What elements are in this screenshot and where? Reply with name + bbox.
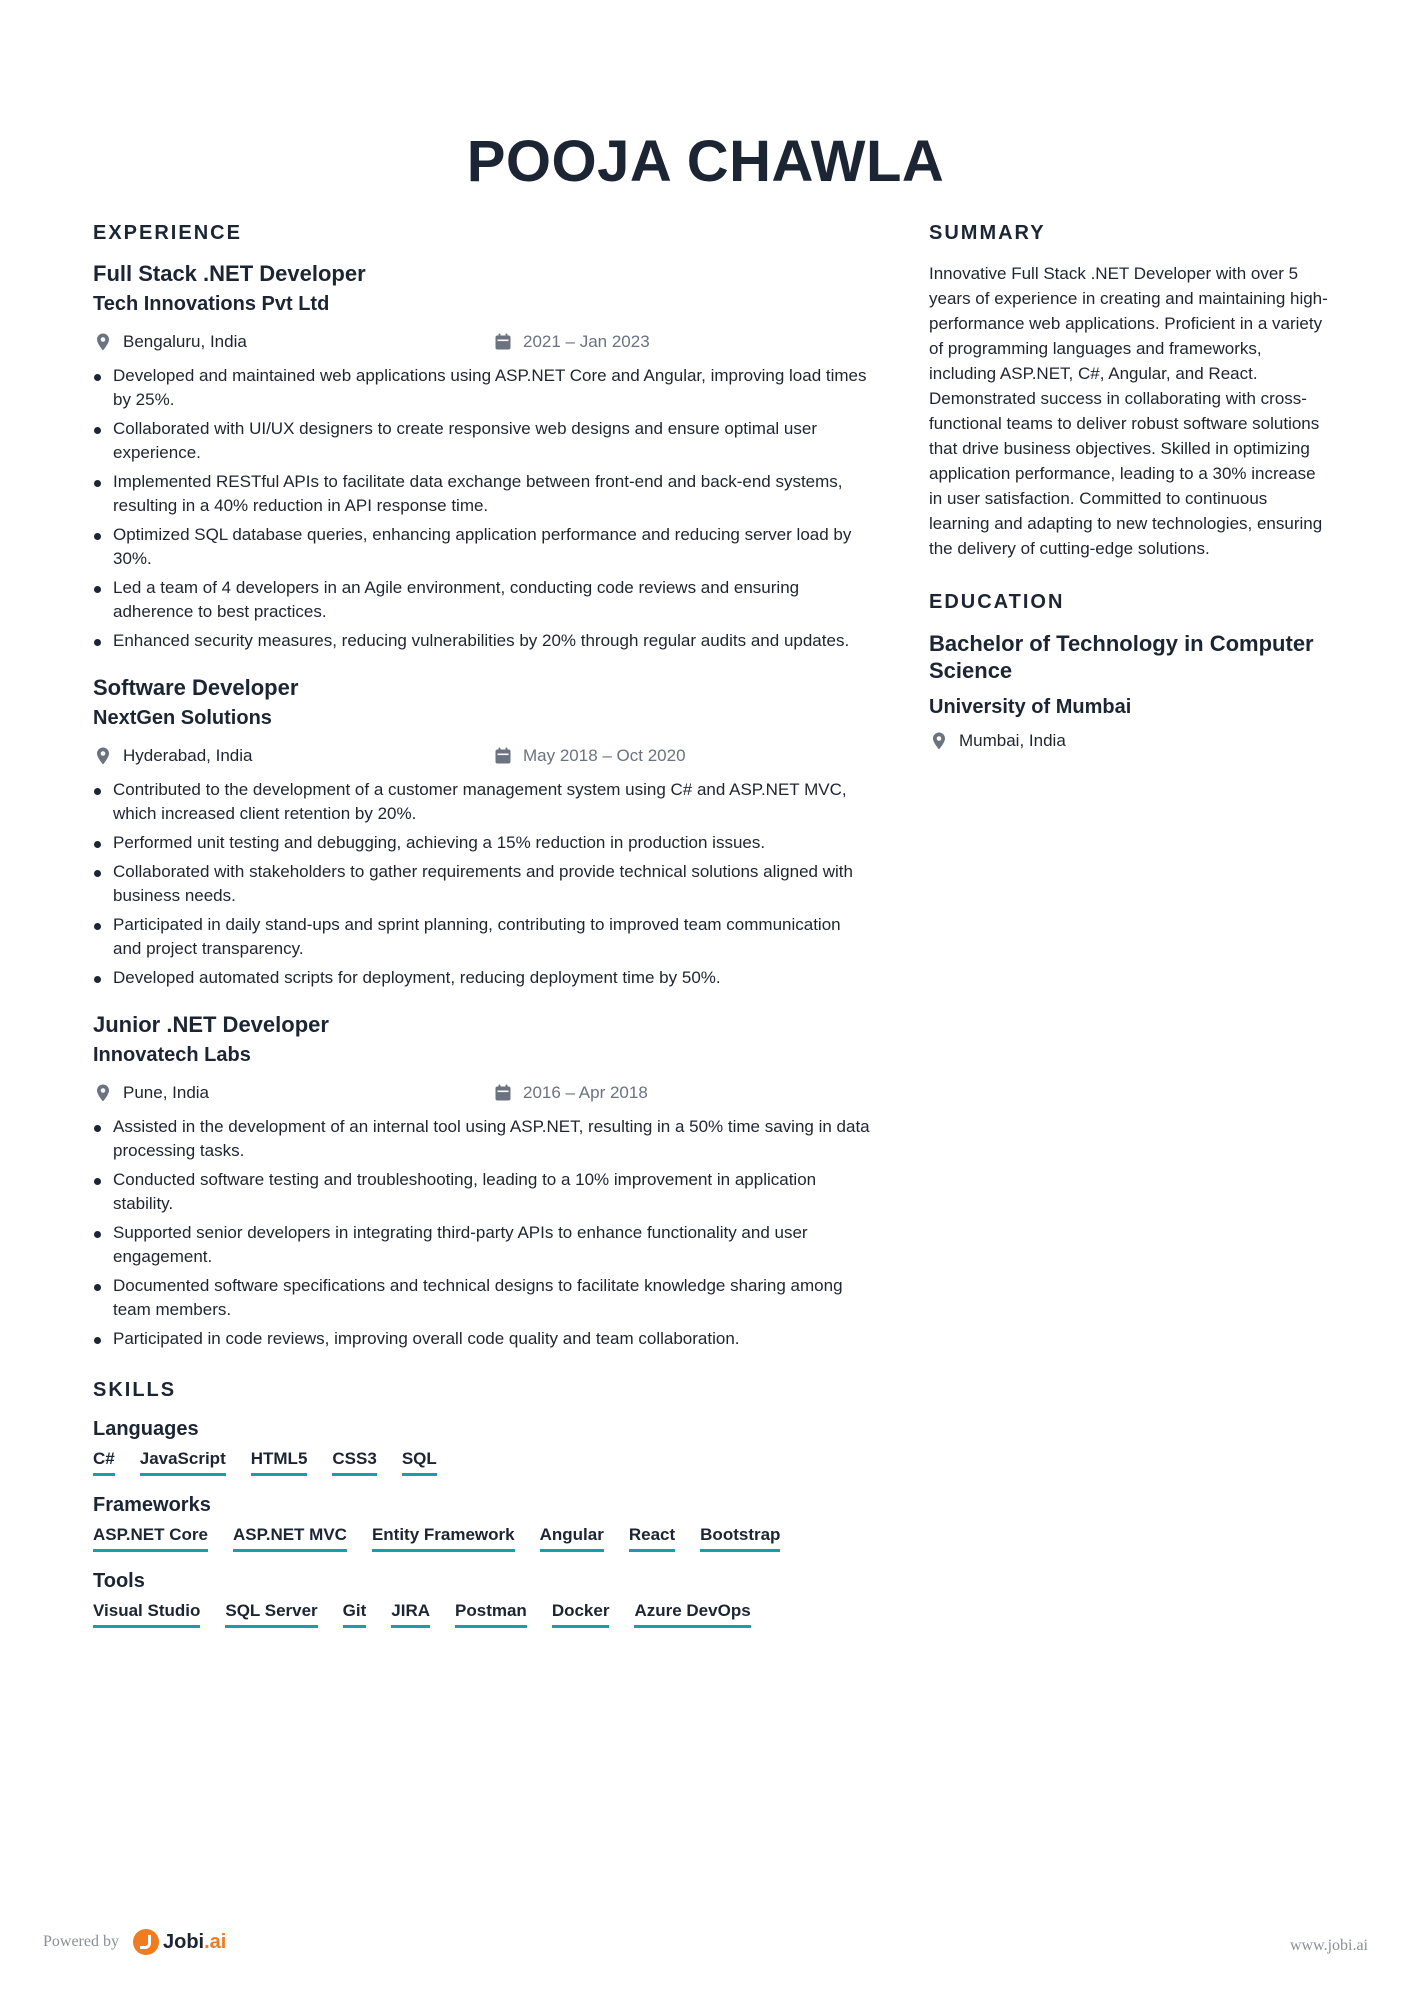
skill-chips bbox=[93, 1601, 873, 1628]
bullet-item: Contributed to the development of a customer management system using C# and ASP.NET MVC, which increased client retention by 20%. bbox=[93, 778, 873, 826]
bullet-item: Developed automated scripts for deployment, reducing deployment time by 50%. bbox=[93, 966, 873, 990]
right-column bbox=[929, 222, 1329, 751]
skill-chips bbox=[93, 1525, 873, 1552]
map-pin-icon bbox=[93, 1083, 113, 1103]
skill-chip: SQL Server bbox=[225, 1601, 317, 1628]
job-bullets bbox=[93, 778, 873, 990]
job-dates bbox=[493, 1083, 648, 1103]
logo-suffix: .ai bbox=[204, 1930, 227, 1953]
skill-chip: CSS3 bbox=[332, 1449, 376, 1476]
education-heading: EDUCATION bbox=[929, 591, 1065, 613]
skill-groups bbox=[93, 1418, 873, 1628]
skill-chip: Visual Studio bbox=[93, 1601, 200, 1628]
skill-chip: JIRA bbox=[391, 1601, 430, 1628]
calendar-icon bbox=[493, 1083, 513, 1103]
skill-chip: Postman bbox=[455, 1601, 527, 1628]
summary-text: Innovative Full Stack .NET Developer with over 5 years of experience in creating and maintaining high-performance web applications. Proficient in a variety of programming languages and frameworks, including ASP.NET, C#, Angular, and React. Demonstrated success in collaborating with cross-functional teams to deliver robust software solutions that drive business objectives. Skilled in optimizing application performance, leading to a 30% increase in user satisfaction. Committed to continuous learning and adapting to new technologies, ensuring the delivery of cutting-edge solutions. bbox=[929, 264, 1328, 558]
job-meta bbox=[93, 744, 873, 768]
bullet-item: Collaborated with UI/UX designers to create responsive web designs and ensure optimal user experience. bbox=[93, 417, 873, 465]
job-location bbox=[93, 746, 493, 766]
job-location-text: Hyderabad, India bbox=[123, 746, 253, 765]
job-meta bbox=[93, 1081, 873, 1105]
skill-chip: SQL bbox=[402, 1449, 437, 1476]
skill-chip: HTML5 bbox=[251, 1449, 308, 1476]
summary-heading: SUMMARY bbox=[929, 222, 1046, 244]
bullet-item: Performed unit testing and debugging, achieving a 15% reduction in production issues. bbox=[93, 831, 873, 855]
job-dates-text: May 2018 – Oct 2020 bbox=[523, 746, 686, 765]
company-name: Tech Innovations Pvt Ltd bbox=[93, 293, 330, 315]
job-location-text: Pune, India bbox=[123, 1083, 210, 1102]
footer-website[interactable]: www.jobi.ai bbox=[1289, 1937, 1368, 1954]
job-title: Full Stack .NET Developer bbox=[93, 261, 366, 286]
job-location-text: Bengaluru, India bbox=[123, 332, 247, 351]
education-location bbox=[929, 731, 1329, 751]
bullet-item: Led a team of 4 developers in an Agile environment, conducting code reviews and ensuring adherence to best practices. bbox=[93, 576, 873, 624]
jobi-logo[interactable] bbox=[133, 1929, 226, 1955]
skill-group bbox=[93, 1494, 873, 1552]
school: University of Mumbai bbox=[929, 696, 1132, 718]
job-entry bbox=[93, 1012, 873, 1351]
skill-chip: Entity Framework bbox=[372, 1525, 515, 1552]
skills-heading: SKILLS bbox=[93, 1379, 177, 1401]
skill-chip: Docker bbox=[552, 1601, 610, 1628]
education-location-text: Mumbai, India bbox=[959, 731, 1066, 750]
map-pin-icon bbox=[93, 746, 113, 766]
map-pin-icon bbox=[929, 731, 949, 751]
skill-chip: JavaScript bbox=[140, 1449, 226, 1476]
footer-powered-by bbox=[43, 1929, 226, 1955]
powered-by-text: Powered by bbox=[43, 1933, 119, 1950]
skill-chip: React bbox=[629, 1525, 675, 1552]
bullet-item: Participated in daily stand-ups and sprint planning, contributing to improved team communication and project transparency. bbox=[93, 913, 873, 961]
job-entry bbox=[93, 675, 873, 990]
degree: Bachelor of Technology in Computer Science bbox=[929, 631, 1314, 683]
bullet-item: Documented software specifications and technical designs to facilitate knowledge sharing among team members. bbox=[93, 1274, 873, 1322]
bullet-item: Optimized SQL database queries, enhancing application performance and reducing server load by 30%. bbox=[93, 523, 873, 571]
skill-group-title: Frameworks bbox=[93, 1494, 211, 1516]
job-dates-text: 2021 – Jan 2023 bbox=[523, 332, 650, 351]
jobi-logo-icon bbox=[133, 1929, 159, 1955]
skill-chips bbox=[93, 1449, 873, 1476]
job-title: Junior .NET Developer bbox=[93, 1012, 329, 1037]
job-meta bbox=[93, 330, 873, 354]
company-name: NextGen Solutions bbox=[93, 707, 272, 729]
skill-chip: C# bbox=[93, 1449, 115, 1476]
job-entry bbox=[93, 261, 873, 653]
job-location bbox=[93, 332, 493, 352]
skill-group-title: Languages bbox=[93, 1418, 199, 1440]
jobs-list bbox=[93, 261, 873, 1351]
bullet-item: Developed and maintained web applications using ASP.NET Core and Angular, improving load times by 25%. bbox=[93, 364, 873, 412]
bullet-item: Implemented RESTful APIs to facilitate data exchange between front-end and back-end systems, resulting in a 40% reduction in API response time. bbox=[93, 470, 873, 518]
skill-chip: Bootstrap bbox=[700, 1525, 780, 1552]
bullet-item: Conducted software testing and troubleshooting, leading to a 10% improvement in application stability. bbox=[93, 1168, 873, 1216]
left-column bbox=[93, 222, 873, 1646]
calendar-icon bbox=[493, 332, 513, 352]
calendar-icon bbox=[493, 746, 513, 766]
skills-section bbox=[93, 1379, 873, 1628]
job-bullets bbox=[93, 364, 873, 653]
skill-chip: Angular bbox=[540, 1525, 604, 1552]
summary-section bbox=[929, 222, 1329, 561]
bullet-item: Supported senior developers in integrating third-party APIs to enhance functionality and user engagement. bbox=[93, 1221, 873, 1269]
experience-heading: EXPERIENCE bbox=[93, 222, 242, 244]
skill-chip: Git bbox=[343, 1601, 367, 1628]
bullet-item: Assisted in the development of an internal tool using ASP.NET, resulting in a 50% time saving in data processing tasks. bbox=[93, 1115, 873, 1163]
job-location bbox=[93, 1083, 493, 1103]
bullet-item: Enhanced security measures, reducing vulnerabilities by 20% through regular audits and updates. bbox=[93, 629, 873, 653]
skill-group-title: Tools bbox=[93, 1570, 145, 1592]
job-dates bbox=[493, 746, 686, 766]
skill-group bbox=[93, 1570, 873, 1628]
experience-section bbox=[93, 222, 873, 1351]
map-pin-icon bbox=[93, 332, 113, 352]
skill-chip: ASP.NET MVC bbox=[233, 1525, 347, 1552]
candidate-name: POOJA CHAWLA bbox=[466, 129, 945, 194]
job-bullets bbox=[93, 1115, 873, 1351]
bullet-item: Collaborated with stakeholders to gather requirements and provide technical solutions aligned with business needs. bbox=[93, 860, 873, 908]
job-dates bbox=[493, 332, 650, 352]
job-title: Software Developer bbox=[93, 675, 299, 700]
job-dates-text: 2016 – Apr 2018 bbox=[523, 1083, 648, 1102]
skill-chip: ASP.NET Core bbox=[93, 1525, 208, 1552]
bullet-item: Participated in code reviews, improving overall code quality and team collaboration. bbox=[93, 1327, 873, 1351]
company-name: Innovatech Labs bbox=[93, 1044, 251, 1066]
logo-text: Jobi bbox=[162, 1930, 205, 1953]
education-section bbox=[929, 591, 1329, 751]
skill-chip: Azure DevOps bbox=[634, 1601, 750, 1628]
skill-group bbox=[93, 1418, 873, 1476]
